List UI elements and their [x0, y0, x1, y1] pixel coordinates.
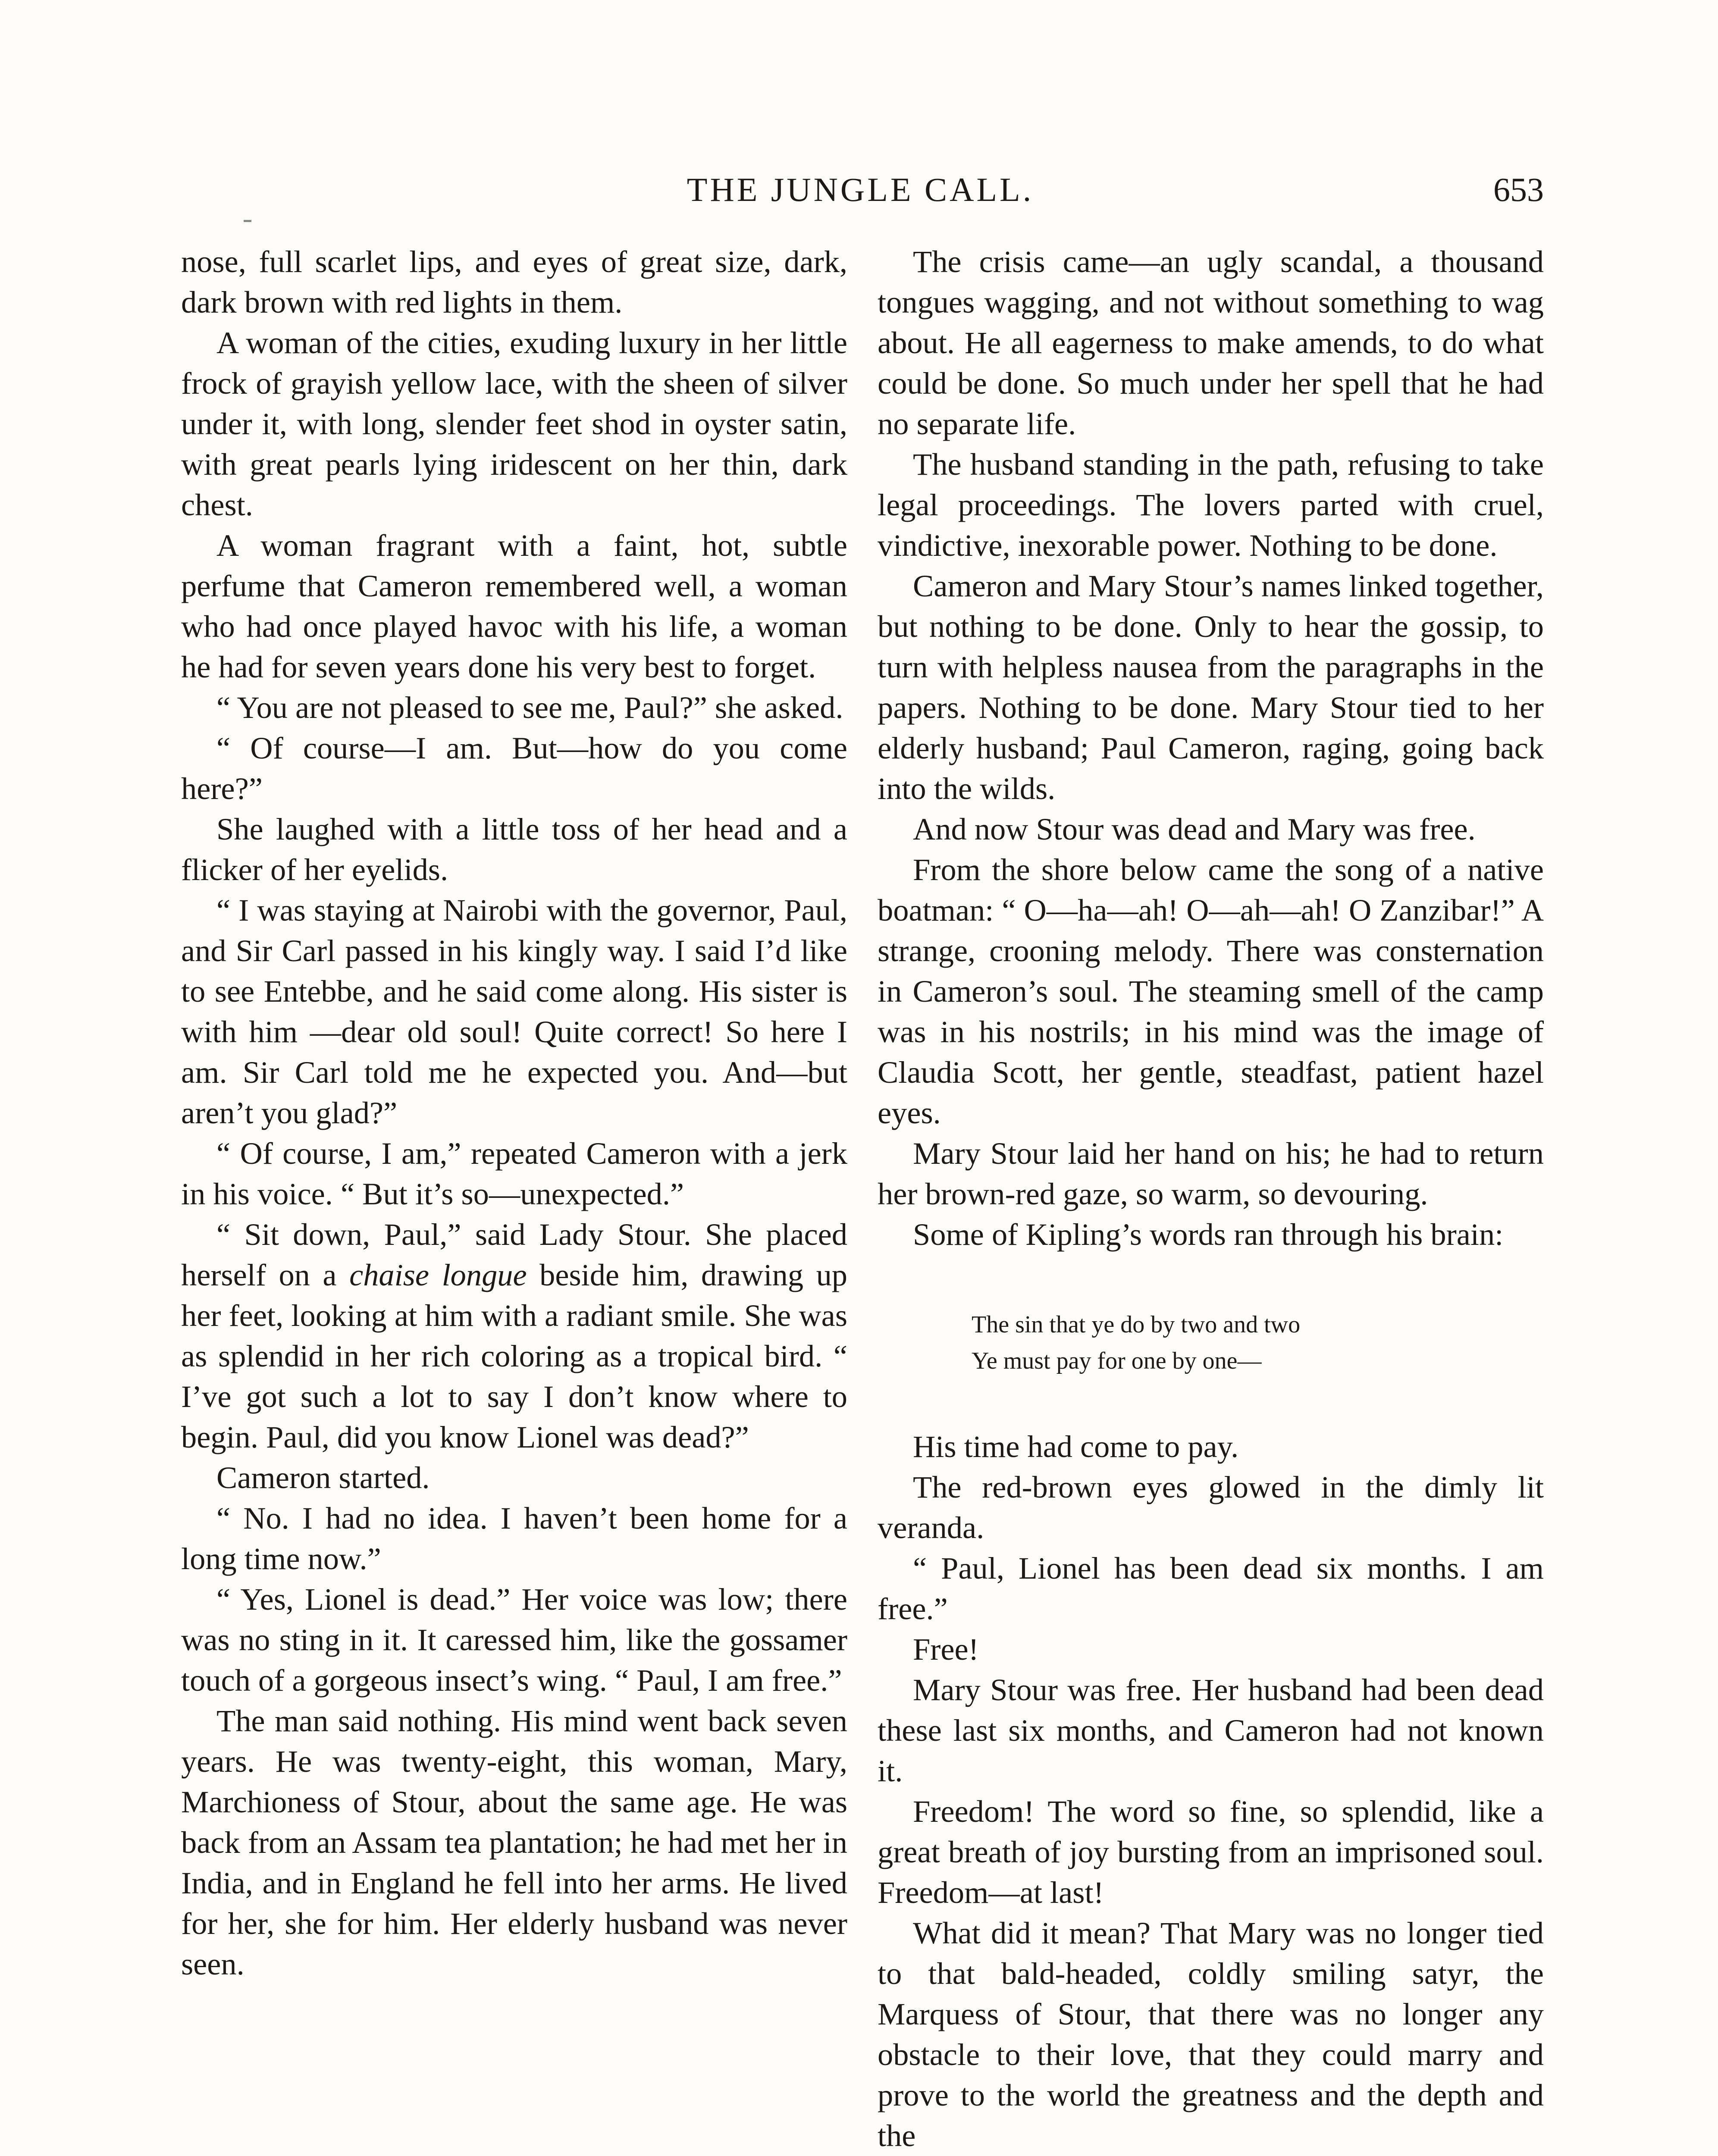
paragraph: “ No. I had no idea. I haven’t been home for a long time now.” — [181, 1501, 847, 1576]
paragraph: The red-brown eyes glowed in the dimly lit veranda. — [878, 1470, 1544, 1545]
paragraph: Some of Kipling’s words ran through his brain: — [913, 1217, 1504, 1252]
print-speck — [244, 220, 251, 222]
paragraph: Freedom! The word so fine, so splendid, like a great breath of joy bursting from an imprisoned soul. Freedom—at last! — [878, 1794, 1544, 1910]
paragraph: “ Yes, Lionel is dead.” Her voice was low; there was no sting in it. It caressed him, like the gossamer touch of a gorgeous insect’s wing. “ Paul, I am free.” — [181, 1582, 847, 1698]
paragraph: She laughed with a little toss of her head and a flicker of her eyelids. — [181, 812, 847, 887]
verse-line: The sin that ye do by two and two — [972, 1311, 1301, 1338]
left-column — [181, 241, 847, 1984]
paragraph: “ Of course—I am. But—how do you come here?” — [181, 730, 847, 806]
paragraph: Cameron started. — [216, 1460, 430, 1495]
paragraph: “ Sit down, Paul,” said Lady Stour. She placed herself on a chaise longue beside him, drawing up her feet, looking at him with a radiant smile. She was as splendid in her rich coloring as a tropical bird. “ I’ve got such a lot to say I don’t know where to begin. Paul, did you know Lionel was dead?” — [181, 1217, 847, 1454]
paragraph: Mary Stour was free. Her husband had been dead these last six months, and Cameron had not known it. — [878, 1672, 1544, 1788]
verse-line: Ye must pay for one by one— — [972, 1348, 1262, 1374]
right-column — [878, 241, 1544, 2156]
paragraph: A woman fragrant with a faint, hot, subtle perfume that Cameron remembered well, a woman who had once played havoc with his life, a woman he had for seven years done his very best to forget. — [181, 528, 847, 684]
paragraph: The man said nothing. His mind went back seven years. He was twenty-eight, this woman, Mary, Marchioness of Stour, about the same age. He was back from an Assam tea plantation; he had met her in India, and in England he fell into her arms. He lived for her, she for him. Her elderly husband was never seen. — [181, 1703, 847, 1981]
paragraph: “ You are not pleased to see me, Paul?” she asked. — [216, 690, 843, 725]
paragraph: His time had come to pay. — [913, 1429, 1239, 1464]
paragraph: Mary Stour laid her hand on his; he had to return her brown-red gaze, so warm, so devouring. — [878, 1136, 1544, 1211]
page-number: 653 — [1493, 171, 1544, 208]
paragraph: From the shore below came the song of a native boatman: “ O—ha—ah! O—ah—ah! O Zanzibar!” A strange, crooning melody. There was consternation in Cameron’s soul. The steaming smell of the camp was in his nostrils; in his mind was the image of Claudia Scott, her gentle, steadfast, patient hazel eyes. — [878, 852, 1544, 1130]
paragraph: Free! — [913, 1632, 979, 1667]
paragraph: The crisis came—an ugly scandal, a thousand tongues wagging, and not without something to wag about. He all eagerness to make amends, to do what could be done. So much under her spell that he had no separate life. — [878, 244, 1544, 441]
paragraph: Cameron and Mary Stour’s names linked together, but nothing to be done. Only to hear the gossip, to turn with helpless nausea from the paragraphs in the papers. Nothing to be done. Mary Stour tied to her elderly husband; Paul Cameron, raging, going back into the wilds. — [878, 568, 1544, 806]
page-header — [177, 170, 1544, 226]
running-title: THE JUNGLE CALL. — [687, 171, 1034, 208]
paragraph: nose, full scarlet lips, and eyes of great size, dark, dark brown with red lights in them. — [181, 244, 847, 320]
paragraph: And now Stour was dead and Mary was free. — [913, 812, 1476, 846]
paragraph: A woman of the cities, exuding luxury in her little frock of grayish yellow lace, with the sheen of silver under it, with long, slender feet shod in oyster satin, with great pearls lying iridescent on her thin, dark chest. — [181, 325, 847, 522]
paragraph: “ I was staying at Nairobi with the governor, Paul, and Sir Carl passed in his kingly way. I said I’d like to see Entebbe, and he said come along. His sister is with him —dear old soul! Quite correct! So here I am. Sir Carl told me he expected you. And—but aren’t you glad?” — [181, 893, 847, 1130]
verse-quote — [972, 1307, 1544, 1379]
paragraph: The husband standing in the path, refusing to take legal proceedings. The lovers parted with cruel, vindictive, inexorable power. Nothing to be done. — [878, 447, 1544, 563]
paragraph: “ Paul, Lionel has been dead six months. I am free.” — [878, 1551, 1544, 1626]
paragraph: “ Of course, I am,” repeated Cameron with a jerk in his voice. “ But it’s so—unexpected.” — [181, 1136, 847, 1211]
paragraph: What did it mean? That Mary was no longer tied to that bald-headed, coldly smiling satyr, the Marquess of Stour, that there was no longer any obstacle to their love, that they could marry and prove to the world the greatness and the depth and the — [878, 1915, 1544, 2153]
